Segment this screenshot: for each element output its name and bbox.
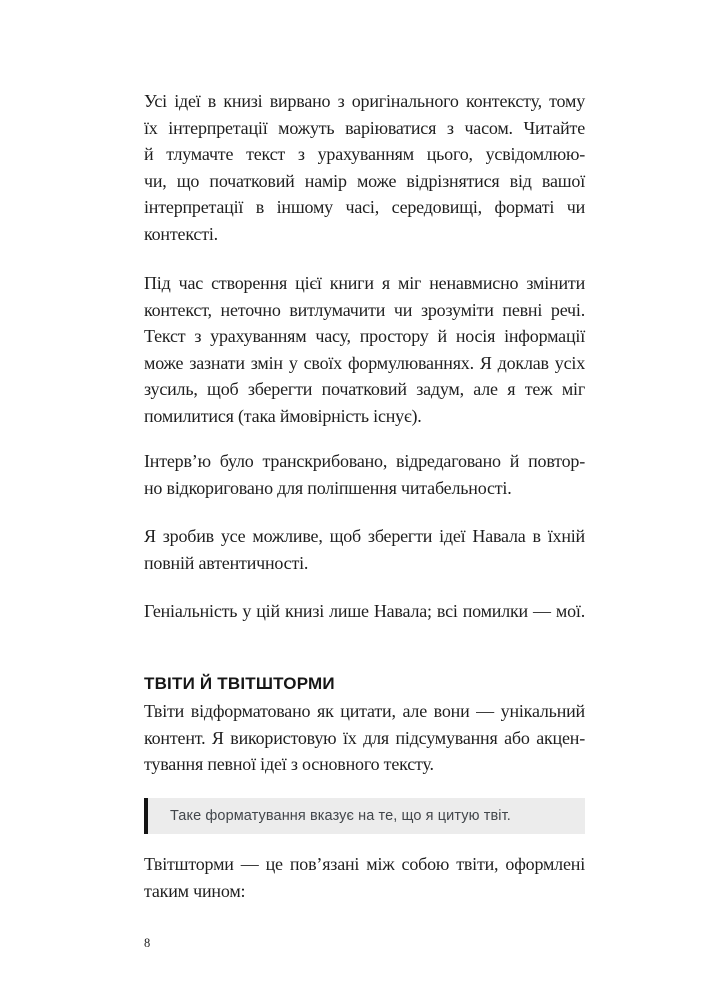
text-line: контент. Я використовую їх для підсумування або акцен- <box>144 727 585 748</box>
section-heading: ТВІТИ Й ТВІТШТОРМИ <box>144 674 335 693</box>
text-line: чи, що початковий намір може відрізнятися від вашої <box>144 170 585 191</box>
page-number: 8 <box>144 936 151 950</box>
text-line: контекст, неточно витлумачити чи зрозуміти певні речі. <box>144 299 585 320</box>
paragraph-4 <box>144 523 585 576</box>
tweet-quote-callout <box>144 798 585 834</box>
text-line: Інтерв’ю було транскрибовано, відредаговано й повтор- <box>144 451 585 471</box>
text-line: но відкориговано для поліпшення читабельності. <box>144 477 512 498</box>
text-line: Твіти відформатовано як цитати, але вони — унікальний <box>144 701 585 721</box>
text-line: таким чином: <box>144 880 246 901</box>
text-line: Геніальність у цій книзі лише Навала; всі помилки — мої. <box>144 601 585 621</box>
text-line: помилитися (така ймовірність існує). <box>144 405 422 426</box>
text-line: тування певної ідеї з основного тексту. <box>144 754 434 775</box>
text-line: Я зробив усе можливе, щоб зберегти ідеї Навала в їхній <box>144 526 585 546</box>
quote-text: Таке форматування вказує на те, що я цитую твіт. <box>170 808 511 824</box>
paragraph-5 <box>144 598 585 625</box>
text-line: може зазнати змін у своїх формулюваннях. Я доклав усіх <box>144 352 585 373</box>
paragraph-1 <box>144 88 585 248</box>
text-line: Під час створення цієї книги я міг ненавмисно змінити <box>144 273 585 293</box>
paragraph-3 <box>144 448 585 501</box>
text-line: й тлумачте текст з урахуванням цього, усвідомлюю- <box>144 144 585 165</box>
text-line: Усі ідеї в книзі вирвано з оригінального контексту, тому <box>144 91 585 111</box>
paragraph-7 <box>144 851 585 904</box>
text-line: їх інтерпретації можуть варіюватися з часом. Читайте <box>144 117 585 138</box>
text-line: інтерпретації в іншому часі, середовищі, форматі чи <box>144 197 585 218</box>
text-line: повній автентичності. <box>144 552 309 573</box>
text-line: Текст з урахуванням часу, простору й носія інформації <box>144 326 585 347</box>
text-line: зусиль, щоб зберегти початковий задум, але я теж міг <box>144 379 585 400</box>
text-line: контексті. <box>144 223 218 244</box>
paragraph-2 <box>144 270 585 430</box>
paragraph-6 <box>144 698 585 778</box>
text-line: Твітшторми — це пов’язані між собою твіти, оформлені <box>144 854 585 874</box>
